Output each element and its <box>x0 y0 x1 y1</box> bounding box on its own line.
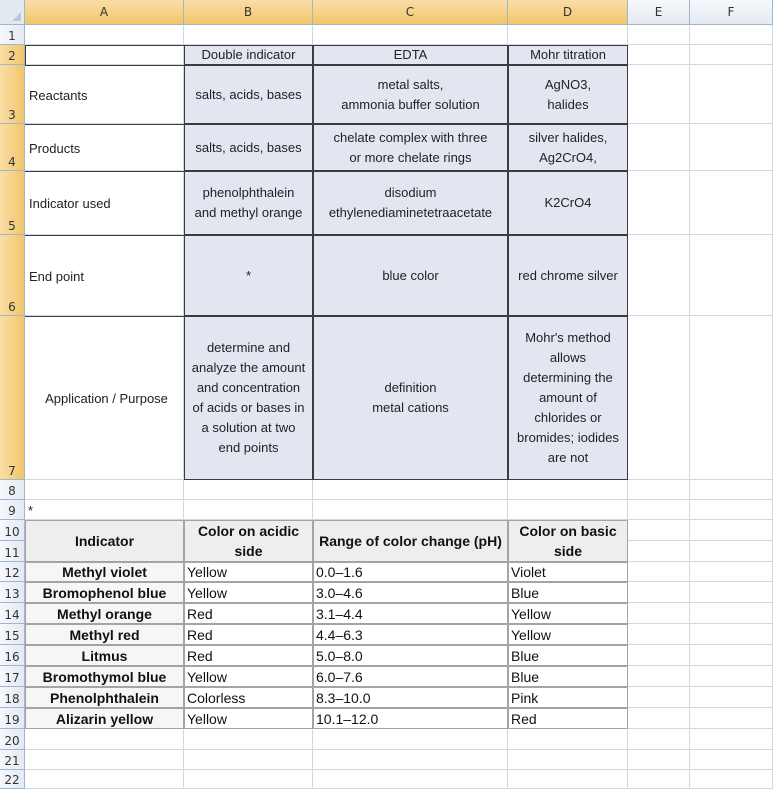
grid-cell[interactable] <box>690 645 773 666</box>
grid-cell[interactable] <box>628 666 690 687</box>
indicator-name[interactable]: Bromophenol blue <box>25 582 184 603</box>
row-header-8[interactable]: 8 <box>0 480 25 500</box>
indicator-name[interactable]: Methyl red <box>25 624 184 645</box>
grid-cell[interactable] <box>690 624 773 645</box>
table1-cell[interactable]: * <box>184 235 313 316</box>
table2-cell[interactable]: Blue <box>508 645 628 666</box>
grid-cell[interactable] <box>628 603 690 624</box>
table1-cell[interactable]: metal salts, ammonia buffer solution <box>313 65 508 124</box>
row-header-5[interactable]: 5 <box>0 171 25 235</box>
table2-cell[interactable]: Yellow <box>184 562 313 582</box>
grid-cell[interactable] <box>628 541 690 562</box>
table1-row-label[interactable]: Products <box>25 124 184 171</box>
table2-cell[interactable]: Colorless <box>184 687 313 708</box>
row-header-1[interactable]: 1 <box>0 25 25 45</box>
grid-cell[interactable] <box>628 124 690 171</box>
table2-cell[interactable]: Pink <box>508 687 628 708</box>
grid-cell[interactable] <box>628 500 690 520</box>
table2-cell[interactable]: Yellow <box>184 582 313 603</box>
row-header-12[interactable]: 12 <box>0 562 25 582</box>
row-header-13[interactable]: 13 <box>0 582 25 603</box>
grid-cell[interactable] <box>628 25 690 45</box>
column-header-b[interactable]: B <box>184 0 313 25</box>
row-header-10[interactable]: 10 <box>0 520 25 541</box>
grid-cell[interactable] <box>184 500 313 520</box>
row-header-17[interactable]: 17 <box>0 666 25 687</box>
column-header-f[interactable]: F <box>690 0 773 25</box>
grid-cell[interactable] <box>25 25 184 45</box>
grid-cell[interactable] <box>508 750 628 770</box>
table1-header-empty[interactable] <box>25 45 184 65</box>
row-header-6[interactable]: 6 <box>0 235 25 316</box>
table1-cell[interactable]: red chrome silver <box>508 235 628 316</box>
indicator-name[interactable]: Bromothymol blue <box>25 666 184 687</box>
grid-cell[interactable] <box>25 729 184 750</box>
row-header-3[interactable]: 3 <box>0 65 25 124</box>
grid-cell[interactable] <box>690 687 773 708</box>
table1-cell[interactable]: salts, acids, bases <box>184 124 313 171</box>
indicator-name[interactable]: Methyl orange <box>25 603 184 624</box>
table2-cell[interactable]: Red <box>184 645 313 666</box>
grid-cell[interactable] <box>690 171 773 235</box>
row-header-21[interactable]: 21 <box>0 750 25 770</box>
grid-cell[interactable] <box>184 729 313 750</box>
table2-cell[interactable]: 8.3–10.0 <box>313 687 508 708</box>
row-header-11[interactable]: 11 <box>0 541 25 562</box>
grid-cell[interactable] <box>690 603 773 624</box>
indicator-name[interactable]: Phenolphthalein <box>25 687 184 708</box>
grid-cell[interactable] <box>690 750 773 770</box>
table1-cell[interactable]: chelate complex with three or more chelate rings <box>313 124 508 171</box>
row-header-16[interactable]: 16 <box>0 645 25 666</box>
table1-cell[interactable]: definition metal cations <box>313 316 508 480</box>
grid-cell[interactable] <box>628 562 690 582</box>
table1-cell[interactable]: AgNO3, halides <box>508 65 628 124</box>
column-header-d[interactable]: D <box>508 0 628 25</box>
grid-cell[interactable] <box>628 687 690 708</box>
grid-cell[interactable] <box>313 480 508 500</box>
grid-cell[interactable] <box>313 770 508 789</box>
table2-cell[interactable]: 10.1–12.0 <box>313 708 508 729</box>
grid-cell[interactable] <box>690 520 773 541</box>
grid-cell[interactable] <box>184 750 313 770</box>
row-header-9[interactable]: 9 <box>0 500 25 520</box>
grid-cell[interactable] <box>25 750 184 770</box>
table2-cell[interactable]: 3.1–4.4 <box>313 603 508 624</box>
row-header-19[interactable]: 19 <box>0 708 25 729</box>
grid-cell[interactable] <box>690 65 773 124</box>
table2-cell[interactable]: Red <box>184 603 313 624</box>
grid-cell[interactable] <box>690 500 773 520</box>
table2-cell[interactable]: Red <box>184 624 313 645</box>
grid-cell[interactable] <box>690 124 773 171</box>
table2-cell[interactable]: 3.0–4.6 <box>313 582 508 603</box>
table1-cell[interactable]: Mohr's method allows determining the amount of chlorides or bromides; iodides are not <box>508 316 628 480</box>
grid-cell[interactable] <box>508 770 628 789</box>
grid-cell[interactable] <box>313 729 508 750</box>
grid-cell[interactable] <box>508 729 628 750</box>
table2-header-cell[interactable]: Range of color change (pH) <box>313 520 508 562</box>
table1-cell[interactable]: phenolphthalein and methyl orange <box>184 171 313 235</box>
grid-cell[interactable] <box>690 729 773 750</box>
select-all-corner[interactable] <box>0 0 25 25</box>
table1-row-label[interactable]: Reactants <box>25 65 184 124</box>
grid-cell[interactable] <box>508 480 628 500</box>
grid-cell[interactable] <box>690 582 773 603</box>
row-header-20[interactable]: 20 <box>0 729 25 750</box>
table1-cell[interactable]: disodium ethylenediaminetetraacetate <box>313 171 508 235</box>
grid-cell[interactable] <box>628 708 690 729</box>
grid-cell[interactable] <box>628 65 690 124</box>
table2-cell[interactable]: Yellow <box>184 708 313 729</box>
grid-cell[interactable] <box>184 770 313 789</box>
grid-cell[interactable] <box>628 171 690 235</box>
column-header-a[interactable]: A <box>25 0 184 25</box>
footnote-marker: * <box>28 502 34 518</box>
table1-row-label[interactable]: Application / Purpose <box>25 316 184 480</box>
table2-header-cell[interactable]: Color on basic side <box>508 520 628 562</box>
grid-cell[interactable] <box>690 480 773 500</box>
row-header-4[interactable]: 4 <box>0 124 25 171</box>
grid-cell[interactable] <box>628 582 690 603</box>
row-header-7[interactable]: 7 <box>0 316 25 480</box>
grid-cell[interactable] <box>690 666 773 687</box>
table1-cell[interactable]: determine and analyze the amount and concentration of acids or bases in a solution at two end points <box>184 316 313 480</box>
table2-header-cell[interactable]: Indicator <box>25 520 184 562</box>
table1-cell[interactable]: K2CrO4 <box>508 171 628 235</box>
table2-cell[interactable]: Yellow <box>184 666 313 687</box>
grid-cell[interactable] <box>508 25 628 45</box>
grid-cell[interactable] <box>313 25 508 45</box>
table2-cell[interactable]: Violet <box>508 562 628 582</box>
grid-cell[interactable] <box>25 480 184 500</box>
table1-row-label[interactable]: Indicator used <box>25 171 184 235</box>
grid-cell[interactable] <box>628 316 690 480</box>
grid-cell[interactable] <box>690 541 773 562</box>
table1-row-label[interactable]: End point <box>25 235 184 316</box>
table2-cell[interactable]: 0.0–1.6 <box>313 562 508 582</box>
indicator-name[interactable]: Methyl violet <box>25 562 184 582</box>
column-header-e[interactable]: E <box>628 0 690 25</box>
grid-cell[interactable] <box>690 25 773 45</box>
grid-cell[interactable] <box>184 480 313 500</box>
table2-cell[interactable]: 5.0–8.0 <box>313 645 508 666</box>
row-header-22[interactable]: 22 <box>0 770 25 789</box>
row-header-15[interactable]: 15 <box>0 624 25 645</box>
table1-header-cell[interactable]: Double indicator <box>184 45 313 65</box>
table2-cell[interactable]: Yellow <box>508 603 628 624</box>
grid-cell[interactable] <box>25 770 184 789</box>
table2-cell[interactable]: 6.0–7.6 <box>313 666 508 687</box>
table2-header-cell[interactable]: Color on acidic side <box>184 520 313 562</box>
select-all-triangle-icon <box>12 12 21 21</box>
grid-cell[interactable] <box>628 235 690 316</box>
grid-cell[interactable] <box>313 750 508 770</box>
grid-cell[interactable] <box>690 235 773 316</box>
grid-cell[interactable] <box>508 500 628 520</box>
grid-cell[interactable] <box>628 645 690 666</box>
grid-cell[interactable] <box>628 520 690 541</box>
grid-cell[interactable] <box>628 624 690 645</box>
grid-cell[interactable] <box>690 708 773 729</box>
grid-cell[interactable] <box>690 562 773 582</box>
table2-cell[interactable]: 4.4–6.3 <box>313 624 508 645</box>
grid-cell[interactable] <box>628 45 690 65</box>
row-header-14[interactable]: 14 <box>0 603 25 624</box>
grid-cell[interactable] <box>628 729 690 750</box>
grid-cell[interactable] <box>628 480 690 500</box>
table1-header-cell[interactable]: EDTA <box>313 45 508 65</box>
grid-cell[interactable] <box>628 770 690 789</box>
table2-cell[interactable]: Red <box>508 708 628 729</box>
grid-cell[interactable] <box>690 316 773 480</box>
indicator-name[interactable]: Alizarin yellow <box>25 708 184 729</box>
grid-cell[interactable] <box>313 500 508 520</box>
table1-header-cell[interactable]: Mohr titration <box>508 45 628 65</box>
indicator-name[interactable]: Litmus <box>25 645 184 666</box>
column-header-c[interactable]: C <box>313 0 508 25</box>
table1-cell[interactable]: salts, acids, bases <box>184 65 313 124</box>
table1-cell[interactable]: blue color <box>313 235 508 316</box>
row-header-2[interactable]: 2 <box>0 45 25 65</box>
table2-cell[interactable]: Blue <box>508 666 628 687</box>
table1-cell[interactable]: silver halides, Ag2CrO4, <box>508 124 628 171</box>
grid-cell[interactable] <box>184 25 313 45</box>
grid-cell[interactable] <box>628 750 690 770</box>
grid-cell[interactable] <box>690 45 773 65</box>
grid-cell[interactable] <box>690 770 773 789</box>
table2-cell[interactable]: Blue <box>508 582 628 603</box>
table2-cell[interactable]: Yellow <box>508 624 628 645</box>
row-header-18[interactable]: 18 <box>0 687 25 708</box>
